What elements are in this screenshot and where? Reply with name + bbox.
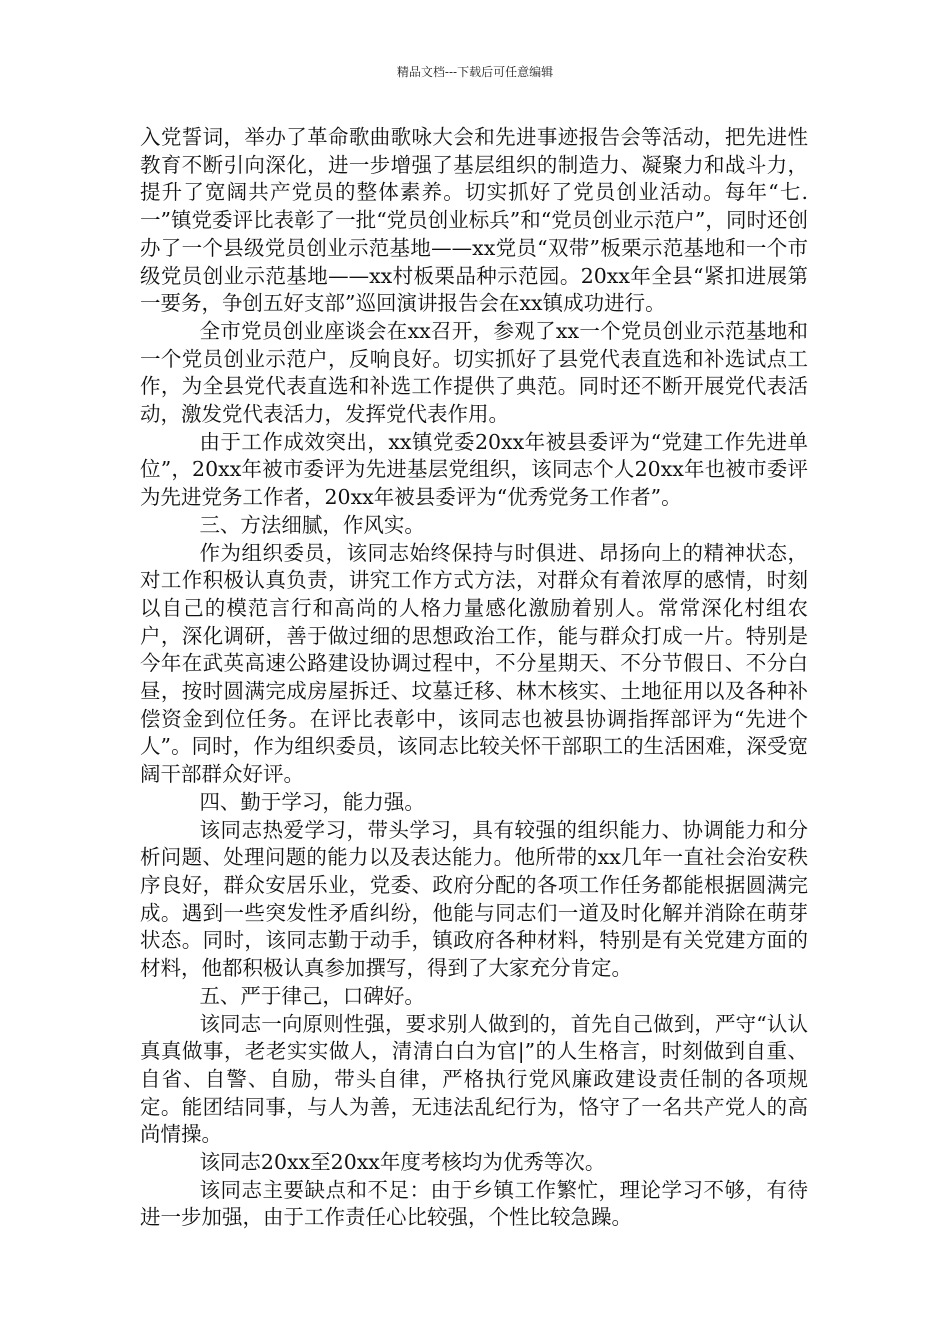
section-heading-4: 四、勤于学习，能力强。 — [199, 789, 425, 814]
document-body — [140, 124, 808, 1232]
section-heading-5: 五、严于律己，口碑好。 — [199, 983, 425, 1008]
paragraph-work-style: 作为组织委员，该同志始终保持与时俱进、昂扬向上的精神状态，对工作积极认真负责，讲究工作方式方法，对群众有着浓厚的感情，时刻以自己的模范言行和高尚的人格力量感化激励着别人。常常深化村组农户，深化调研，善于做过细的思想政治工作，能与群众打成一片。特别是今年在武英高速公路建设协调过程中，不分星期天、不分节假日、不分白昼，按时圆满完成房屋拆迁、坟墓迁移、林木核实、土地征用以及各种补偿资金到位任务。在评比表彰中，该同志也被县协调指挥部评为“先进个人”。同时，作为组织委员，该同志比较关怀干部职工的生活困难，深受宽阔干部群众好评。 — [140, 540, 808, 787]
paragraph-achievements: 由于工作成效突出，xx镇党委20xx年被县委评为“党建工作先进单位”，20xx年被市委评为先进基层党组织，该同志个人20xx年也被市委评为先进党务工作者，20xx年被县委评为“优秀党务工作者”。 — [140, 429, 808, 510]
paragraph-self-discipline: 该同志一向原则性强，要求别人做到的，首先自己做到，严守“认认真真做事，老老实实做人，清清白白为官|”的人生格言，时刻做到自重、自省、自警、自励，带头自律，严格执行党风廉政建设责任制的各项规定。能团结同事，与人为善，无违法乱纪行为，恪守了一名共产党人的高尚情操。 — [140, 1011, 808, 1147]
paragraph-assessment: 该同志20xx至20xx年度考核均为优秀等次。 — [199, 1150, 606, 1175]
paragraph-party-oath: 入党誓词，举办了革命歌曲歌咏大会和先进事迹报告会等活动，把先进性教育不断引向深化，进一步增强了基层组织的制造力、凝聚力和战斗力，提升了宽阔共产党员的整体素养。切实抓好了党员创业活动。每年“七.一”镇党委评比表彰了一批“党员创业标兵”和“党员创业示范户”，同时还创办了一个县级党员创业示范基地——xx党员“双带”板栗示范基地和一个市级党员创业示范基地——xx村板栗品种示范园。20xx年全县“紧扣进展第一要务，争创五好支部”巡回演讲报告会在xx镇成功进行。 — [140, 125, 808, 316]
paragraph-learning: 该同志热爱学习，带头学习，具有较强的组织能力、协调能力和分析问题、处理问题的能力以及表达能力。他所带的xx几年一直社会治安秩序良好，群众安居乐业，党委、政府分配的各项工作任务都能根据圆满完成。遇到一些突发性矛盾纠纷，他能与同志们一道及时化解并消除在萌芽状态。同时，该同志勤于动手，镇政府各种材料，特别是有关党建方面的材料，他都积极认真参加撰写，得到了大家充分肯定。 — [140, 817, 808, 981]
paragraph-shortcomings: 该同志主要缺点和不足：由于乡镇工作繁忙，理论学习不够，有待进一步加强，由于工作责任心比较强，个性比较急躁。 — [140, 1177, 808, 1230]
paragraph-entrepreneur-forum: 全市党员创业座谈会在xx召开，参观了xx一个党员创业示范基地和一个党员创业示范户，反响良好。切实抓好了县党代表直选和补选试点工作，为全县党代表直选和补选工作提供了典范。同时还不断开展党代表活动，激发党代表活力，发挥党代表作用。 — [140, 318, 808, 427]
section-heading-3: 三、方法细腻，作风实。 — [199, 512, 425, 537]
page-header: 精品文档---下载后可任意编辑 — [396, 65, 554, 79]
